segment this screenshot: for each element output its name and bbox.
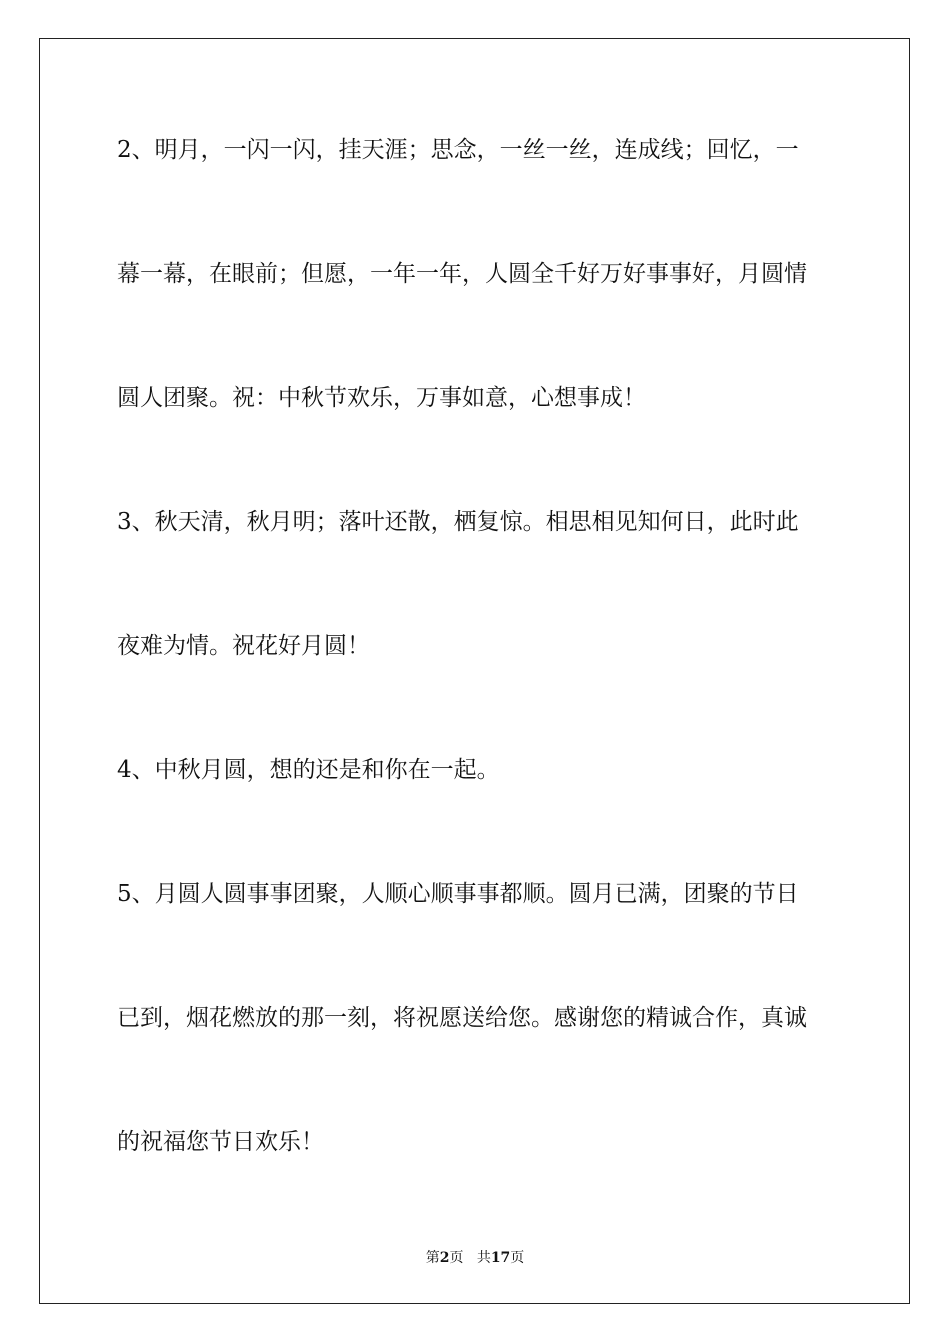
total-suffix: 页 xyxy=(510,1250,525,1266)
page-frame xyxy=(39,38,910,1304)
page-suffix: 页 xyxy=(449,1250,464,1266)
page-prefix: 第 xyxy=(425,1250,440,1266)
total-prefix: 共 xyxy=(476,1250,491,1266)
total-pages: 17 xyxy=(490,1250,511,1266)
text-line: 圆人团聚。祝：中秋节欢乐，万事如意，心想事成！ xyxy=(117,385,646,411)
text-line: 夜难为情。祝花好月圆！ xyxy=(117,633,370,659)
text-line: 4、中秋月圆，想的还是和你在一起。 xyxy=(117,757,500,783)
text-line: 5、月圆人圆事事团聚，人顺心顺事事都顺。圆月已满，团聚的节日 xyxy=(117,881,799,907)
text-line: 幕一幕，在眼前；但愿，一年一年，人圆全千好万好事事好，月圆情 xyxy=(117,261,807,287)
text-line: 已到，烟花燃放的那一刻，将祝愿送给您。感谢您的精诚合作，真诚 xyxy=(117,1005,807,1031)
text-line: 的祝福您节日欢乐！ xyxy=(117,1129,324,1155)
text-line: 3、秋天清，秋月明；落叶还散，栖复惊。相思相见知何日，此时此 xyxy=(117,509,799,535)
text-line: 2、明月，一闪一闪，挂天涯；思念，一丝一丝，连成线；回忆，一 xyxy=(117,137,799,163)
page-footer xyxy=(0,1247,950,1267)
page-number: 2 xyxy=(439,1250,450,1266)
